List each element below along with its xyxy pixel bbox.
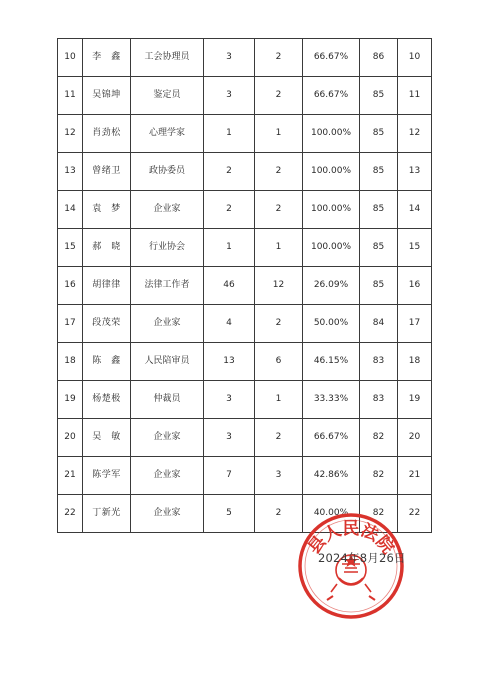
score-cell: 82 bbox=[360, 419, 398, 457]
success-rate-cell: 100.00% bbox=[303, 229, 360, 267]
person-name-cell: 袁 梦 bbox=[83, 191, 131, 229]
success-rate-cell: 100.00% bbox=[303, 153, 360, 191]
row-number-cell: 10 bbox=[58, 39, 83, 77]
person-role-cell: 法律工作者 bbox=[131, 267, 204, 305]
person-role-cell: 企业家 bbox=[131, 457, 204, 495]
table-row bbox=[58, 229, 432, 267]
person-name-cell: 曾绪卫 bbox=[83, 153, 131, 191]
person-name-cell: 丁新光 bbox=[83, 495, 131, 533]
person-role-cell: 仲裁员 bbox=[131, 381, 204, 419]
score-cell: 85 bbox=[360, 115, 398, 153]
person-name-cell: 胡律律 bbox=[83, 267, 131, 305]
person-name-cell: 杨楚极 bbox=[83, 381, 131, 419]
case-count-cell: 5 bbox=[204, 495, 255, 533]
person-role-cell: 企业家 bbox=[131, 191, 204, 229]
success-count-cell: 1 bbox=[255, 115, 303, 153]
case-count-cell: 3 bbox=[204, 77, 255, 115]
row-number-cell: 20 bbox=[58, 419, 83, 457]
case-count-cell: 1 bbox=[204, 229, 255, 267]
rank-cell: 21 bbox=[398, 457, 432, 495]
score-cell: 86 bbox=[360, 39, 398, 77]
seal-date: 2024年8月26日 bbox=[318, 551, 406, 565]
table-body bbox=[58, 39, 432, 533]
person-role-cell: 政协委员 bbox=[131, 153, 204, 191]
success-count-cell: 2 bbox=[255, 305, 303, 343]
success-rate-cell: 66.67% bbox=[303, 77, 360, 115]
rank-cell: 11 bbox=[398, 77, 432, 115]
row-number-cell: 13 bbox=[58, 153, 83, 191]
person-name-cell: 陈 鑫 bbox=[83, 343, 131, 381]
person-role-cell: 工会协理员 bbox=[131, 39, 204, 77]
rank-cell: 22 bbox=[398, 495, 432, 533]
rank-cell: 12 bbox=[398, 115, 432, 153]
rank-cell: 10 bbox=[398, 39, 432, 77]
rank-cell: 14 bbox=[398, 191, 432, 229]
row-number-cell: 16 bbox=[58, 267, 83, 305]
score-cell: 85 bbox=[360, 191, 398, 229]
score-cell: 82 bbox=[360, 457, 398, 495]
case-count-cell: 2 bbox=[204, 153, 255, 191]
row-number-cell: 22 bbox=[58, 495, 83, 533]
rank-cell: 20 bbox=[398, 419, 432, 457]
person-role-cell: 心理学家 bbox=[131, 115, 204, 153]
person-role-cell: 企业家 bbox=[131, 419, 204, 457]
success-count-cell: 12 bbox=[255, 267, 303, 305]
table-row bbox=[58, 419, 432, 457]
row-number-cell: 19 bbox=[58, 381, 83, 419]
table-row bbox=[58, 153, 432, 191]
score-cell: 85 bbox=[360, 153, 398, 191]
score-cell: 85 bbox=[360, 77, 398, 115]
table-row bbox=[58, 267, 432, 305]
person-name-cell: 肖劲松 bbox=[83, 115, 131, 153]
row-number-cell: 14 bbox=[58, 191, 83, 229]
success-count-cell: 2 bbox=[255, 77, 303, 115]
person-name-cell: 郝 晓 bbox=[83, 229, 131, 267]
person-name-cell: 段茂荣 bbox=[83, 305, 131, 343]
success-count-cell: 1 bbox=[255, 381, 303, 419]
success-count-cell: 3 bbox=[255, 457, 303, 495]
score-cell: 84 bbox=[360, 305, 398, 343]
mediator-ranking-table bbox=[57, 38, 432, 533]
table-row bbox=[58, 457, 432, 495]
score-cell: 82 bbox=[360, 495, 398, 533]
case-count-cell: 2 bbox=[204, 191, 255, 229]
table-row bbox=[58, 381, 432, 419]
case-count-cell: 1 bbox=[204, 115, 255, 153]
case-count-cell: 46 bbox=[204, 267, 255, 305]
score-cell: 83 bbox=[360, 343, 398, 381]
success-rate-cell: 26.09% bbox=[303, 267, 360, 305]
success-count-cell: 2 bbox=[255, 419, 303, 457]
person-role-cell: 企业家 bbox=[131, 495, 204, 533]
success-count-cell: 1 bbox=[255, 229, 303, 267]
score-cell: 83 bbox=[360, 381, 398, 419]
rank-cell: 19 bbox=[398, 381, 432, 419]
success-rate-cell: 100.00% bbox=[303, 115, 360, 153]
score-cell: 85 bbox=[360, 229, 398, 267]
table-row bbox=[58, 77, 432, 115]
success-rate-cell: 66.67% bbox=[303, 39, 360, 77]
rank-cell: 13 bbox=[398, 153, 432, 191]
success-rate-cell: 100.00% bbox=[303, 191, 360, 229]
person-name-cell: 吴锦坤 bbox=[83, 77, 131, 115]
row-number-cell: 12 bbox=[58, 115, 83, 153]
rank-cell: 15 bbox=[398, 229, 432, 267]
success-count-cell: 2 bbox=[255, 191, 303, 229]
rank-cell: 17 bbox=[398, 305, 432, 343]
success-rate-cell: 40.00% bbox=[303, 495, 360, 533]
success-rate-cell: 50.00% bbox=[303, 305, 360, 343]
court-seal bbox=[297, 512, 405, 620]
success-count-cell: 2 bbox=[255, 495, 303, 533]
success-count-cell: 2 bbox=[255, 153, 303, 191]
rank-cell: 16 bbox=[398, 267, 432, 305]
case-count-cell: 4 bbox=[204, 305, 255, 343]
success-count-cell: 6 bbox=[255, 343, 303, 381]
table-row bbox=[58, 343, 432, 381]
person-role-cell: 企业家 bbox=[131, 305, 204, 343]
person-name-cell: 陈学军 bbox=[83, 457, 131, 495]
row-number-cell: 11 bbox=[58, 77, 83, 115]
row-number-cell: 18 bbox=[58, 343, 83, 381]
table-row bbox=[58, 39, 432, 77]
success-count-cell: 2 bbox=[255, 39, 303, 77]
row-number-cell: 21 bbox=[58, 457, 83, 495]
person-role-cell: 人民陪审员 bbox=[131, 343, 204, 381]
success-rate-cell: 42.86% bbox=[303, 457, 360, 495]
person-role-cell: 行业协会 bbox=[131, 229, 204, 267]
success-rate-cell: 46.15% bbox=[303, 343, 360, 381]
case-count-cell: 3 bbox=[204, 39, 255, 77]
person-name-cell: 李 鑫 bbox=[83, 39, 131, 77]
row-number-cell: 17 bbox=[58, 305, 83, 343]
success-rate-cell: 33.33% bbox=[303, 381, 360, 419]
case-count-cell: 3 bbox=[204, 419, 255, 457]
score-cell: 85 bbox=[360, 267, 398, 305]
table-row bbox=[58, 305, 432, 343]
case-count-cell: 7 bbox=[204, 457, 255, 495]
success-rate-cell: 66.67% bbox=[303, 419, 360, 457]
table-row bbox=[58, 115, 432, 153]
person-name-cell: 吴 敏 bbox=[83, 419, 131, 457]
row-number-cell: 15 bbox=[58, 229, 83, 267]
table-row bbox=[58, 191, 432, 229]
rank-cell: 18 bbox=[398, 343, 432, 381]
case-count-cell: 13 bbox=[204, 343, 255, 381]
case-count-cell: 3 bbox=[204, 381, 255, 419]
seal-org-text: 县人民法院 bbox=[304, 519, 398, 559]
person-role-cell: 鉴定员 bbox=[131, 77, 204, 115]
